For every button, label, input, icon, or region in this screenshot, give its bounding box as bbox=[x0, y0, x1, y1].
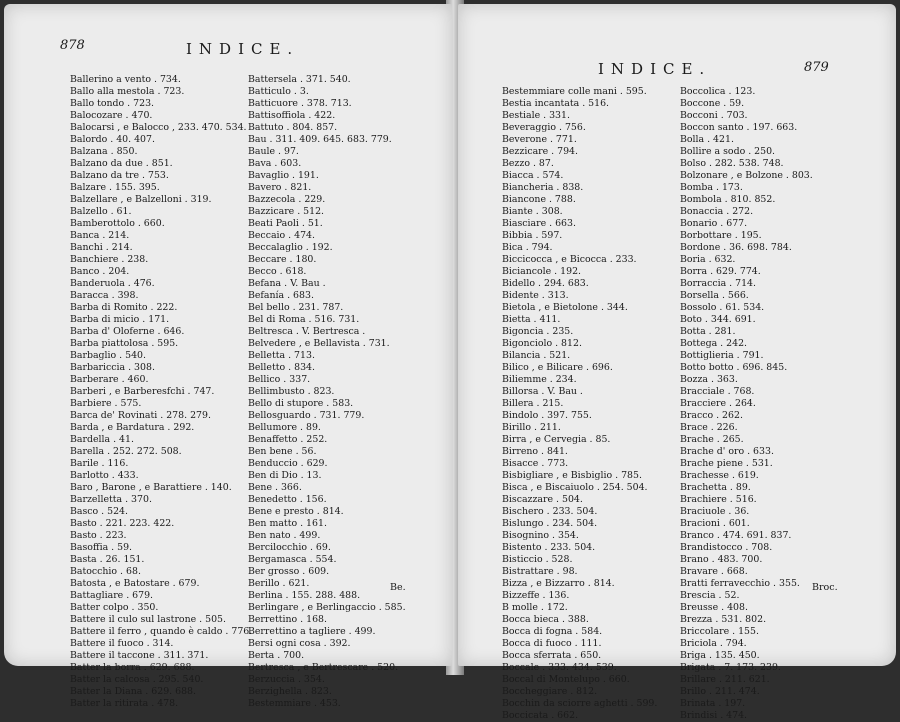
index-entry: Bardella . 41. bbox=[70, 434, 134, 445]
index-entry: Bistrattare . 98. bbox=[502, 566, 578, 577]
index-entry: Battersela . 371. 540. bbox=[248, 74, 351, 85]
index-entry: Berillo . 621. bbox=[248, 578, 310, 589]
index-entry: Bava . 603. bbox=[248, 158, 302, 169]
index-entry: Borraccia . 714. bbox=[680, 278, 756, 289]
index-entry: Ben di Dio . 13. bbox=[248, 470, 322, 481]
index-entry: Barbariccia . 308. bbox=[70, 362, 155, 373]
index-entry: Bizzeffe . 136. bbox=[502, 590, 570, 601]
index-entry: Bracco . 262. bbox=[680, 410, 743, 421]
index-entry: Bestiale . 331. bbox=[502, 110, 570, 121]
index-entry: Botto botto . 696. 845. bbox=[680, 362, 788, 373]
index-entry: Brigata . 7. 173. 239. bbox=[680, 662, 781, 673]
index-entry: Bazzicare . 512. bbox=[248, 206, 325, 217]
index-entry: Bossolo . 61. 534. bbox=[680, 302, 765, 313]
index-entry: Berrettino . 168. bbox=[248, 614, 327, 625]
index-entry: Bracioni . 601. bbox=[680, 518, 750, 529]
index-entry: Boccone . 59. bbox=[680, 98, 745, 109]
index-entry: Bocca di fuoco . 111. bbox=[502, 638, 602, 649]
index-column-1 bbox=[502, 86, 657, 722]
index-column-2 bbox=[680, 86, 813, 722]
index-entry: Bellico . 337. bbox=[248, 374, 311, 385]
index-entry: Berrettino a tagliere . 499. bbox=[248, 626, 376, 637]
index-entry: Bracciere . 264. bbox=[680, 398, 756, 409]
index-entry: Balzellare , e Balzelloni . 319. bbox=[70, 194, 212, 205]
index-entry: Balzello . 61. bbox=[70, 206, 132, 217]
catchword: Broc. bbox=[812, 582, 838, 593]
index-entry: Balzare . 155. 395. bbox=[70, 182, 160, 193]
index-entry: Berzighella . 823. bbox=[248, 686, 332, 697]
index-entry: Brillo . 211. 474. bbox=[680, 686, 760, 697]
index-entry: Brano . 483. 700. bbox=[680, 554, 763, 565]
index-entry: Balzano da due . 851. bbox=[70, 158, 173, 169]
index-entry: Brace . 226. bbox=[680, 422, 738, 433]
index-entry: Barba di micio . 171. bbox=[70, 314, 170, 325]
index-entry: Bestemmiare colle mani . 595. bbox=[502, 86, 647, 97]
index-entry: Basoffia . 59. bbox=[70, 542, 133, 553]
index-entry: Basto . 223. bbox=[70, 530, 127, 541]
index-entry: Bercilocchio . 69. bbox=[248, 542, 331, 553]
index-entry: Ben matto . 161. bbox=[248, 518, 327, 529]
index-entry: Befanía . 683. bbox=[248, 290, 314, 301]
index-entry: Balzano da tre . 753. bbox=[70, 170, 169, 181]
index-entry: Breusse . 408. bbox=[680, 602, 748, 613]
index-entry: Beccaio . 474. bbox=[248, 230, 315, 241]
index-entry: Banderuola . 476. bbox=[70, 278, 155, 289]
index-entry: Bilancia . 521. bbox=[502, 350, 571, 361]
index-entry: Berlingare , e Berlingaccio . 585. bbox=[248, 602, 406, 613]
index-entry: Banchiere . 238. bbox=[70, 254, 149, 265]
index-entry: Bavero . 821. bbox=[248, 182, 312, 193]
index-column-1 bbox=[70, 74, 252, 710]
index-entry: Berta . 700. bbox=[248, 650, 305, 661]
index-entry: Bellimbusto . 823. bbox=[248, 386, 335, 397]
index-entry: Bavaglio . 191. bbox=[248, 170, 319, 181]
index-entry: Bene . 366. bbox=[248, 482, 302, 493]
index-entry: Brescia . 52. bbox=[680, 590, 740, 601]
index-entry: Battere il ferro , quando è caldo . 776. bbox=[70, 626, 253, 637]
index-entry: Batosta , e Batostare . 679. bbox=[70, 578, 200, 589]
index-entry: Boccon santo . 197. 663. bbox=[680, 122, 798, 133]
index-entry: Becco . 618. bbox=[248, 266, 307, 277]
index-entry: Bertresca , e Bertrescare . 520. bbox=[248, 662, 399, 673]
index-entry: Bocchin da sciorre aghetti . 599. bbox=[502, 698, 658, 709]
index-entry: Baro , Barone , e Barattiere . 140. bbox=[70, 482, 232, 493]
index-entry: Balzana . 850. bbox=[70, 146, 138, 157]
index-entry: Bocca sferrata . 650. bbox=[502, 650, 602, 661]
index-entry: Boto . 344. 691. bbox=[680, 314, 756, 325]
index-entry: Bello di stupore . 583. bbox=[248, 398, 354, 409]
index-entry: Bergamasca . 554. bbox=[248, 554, 337, 565]
left-page bbox=[4, 4, 452, 709]
index-entry: Basta . 26. 151. bbox=[70, 554, 145, 565]
index-entry: Ballo tondo . 723. bbox=[70, 98, 155, 109]
index-entry: Baracca . 398. bbox=[70, 290, 139, 301]
index-entry: Barella . 252. 272. 508. bbox=[70, 446, 182, 457]
index-entry: Barile . 116. bbox=[70, 458, 129, 469]
index-entry: Briciola . 794. bbox=[680, 638, 747, 649]
index-entry: Beveraggio . 756. bbox=[502, 122, 586, 133]
page-heading: INDICE. bbox=[186, 40, 300, 58]
index-entry: Ballo alla mestola . 723. bbox=[70, 86, 185, 97]
index-entry: Briga . 135. 450. bbox=[680, 650, 760, 661]
index-entry: Bocca di fogna . 584. bbox=[502, 626, 603, 637]
index-entry: Bocca bieca . 388. bbox=[502, 614, 589, 625]
index-entry: Battere il culo sul lastrone . 505. bbox=[70, 614, 226, 625]
index-entry: Banchi . 214. bbox=[70, 242, 133, 253]
index-entry: Battisoffiola . 422. bbox=[248, 110, 336, 121]
index-entry: Biasciare . 663. bbox=[502, 218, 576, 229]
index-entry: Brindisi . 474. bbox=[680, 710, 748, 721]
index-entry: Branco . 474. 691. 837. bbox=[680, 530, 792, 541]
index-entry: Bel di Roma . 516. 731. bbox=[248, 314, 360, 325]
index-entry: Barda , e Bardatura . 292. bbox=[70, 422, 195, 433]
index-entry: Batter la borra . 629. 688. bbox=[70, 662, 195, 673]
index-entry: Biliemme . 234. bbox=[502, 374, 577, 385]
index-entry: Boria . 632. bbox=[680, 254, 736, 265]
index-entry: Basto . 221. 223. 422. bbox=[70, 518, 175, 529]
index-entry: Beverone . 771. bbox=[502, 134, 577, 145]
index-entry: Benduccio . 629. bbox=[248, 458, 328, 469]
index-entry: Barberare . 460. bbox=[70, 374, 149, 385]
index-entry: B molle . 172. bbox=[502, 602, 568, 613]
index-entry: Bolla . 421. bbox=[680, 134, 734, 145]
index-entry: Borra . 629. 774. bbox=[680, 266, 761, 277]
index-entry: Brinata . 197. bbox=[680, 698, 746, 709]
index-entry: Brache piene . 531. bbox=[680, 458, 773, 469]
index-entry: Bezzicare . 794. bbox=[502, 146, 578, 157]
index-entry: Bigonciolo . 812. bbox=[502, 338, 582, 349]
index-entry: Botta . 281. bbox=[680, 326, 736, 337]
index-entry: Beati Paoli . 51. bbox=[248, 218, 323, 229]
index-entry: Bratti ferravecchio . 355. bbox=[680, 578, 800, 589]
index-entry: Barbiere . 575. bbox=[70, 398, 142, 409]
index-entry: Bibbia . 597. bbox=[502, 230, 563, 241]
index-entry: Bisbigliare , e Bisbiglio . 785. bbox=[502, 470, 642, 481]
index-entry: Briccolare . 155. bbox=[680, 626, 759, 637]
index-entry: Bozza . 363. bbox=[680, 374, 738, 385]
index-entry: Battere il fuoco . 314. bbox=[70, 638, 174, 649]
index-entry: Bellosguardo . 731. 779. bbox=[248, 410, 365, 421]
index-entry: Bindolo . 397. 755. bbox=[502, 410, 592, 421]
index-entry: Biante . 308. bbox=[502, 206, 563, 217]
index-entry: Banco . 204. bbox=[70, 266, 130, 277]
index-entry: Bombola . 810. 852. bbox=[680, 194, 776, 205]
index-entry: Ben bene . 56. bbox=[248, 446, 317, 457]
index-entry: Battere il taccone . 311. 371. bbox=[70, 650, 209, 661]
index-entry: Batter colpo . 350. bbox=[70, 602, 159, 613]
index-entry: Bocconi . 703. bbox=[680, 110, 748, 121]
index-entry: Bazzecola . 229. bbox=[248, 194, 326, 205]
index-entry: Basco . 524. bbox=[70, 506, 128, 517]
index-entry: Bischero . 233. 504. bbox=[502, 506, 598, 517]
index-entry: Ber grosso . 609. bbox=[248, 566, 330, 577]
index-entry: Balordo . 40. 407. bbox=[70, 134, 155, 145]
index-entry: Battuto . 804. 857. bbox=[248, 122, 338, 133]
index-entry: Barzelletta . 370. bbox=[70, 494, 152, 505]
index-entry: Balocozare . 470. bbox=[70, 110, 153, 121]
index-entry: Beltresca . V. Bertresca . bbox=[248, 326, 366, 337]
index-entry: Batter la ritirata . 478. bbox=[70, 698, 179, 709]
index-entry: Batter la Diana . 629. 688. bbox=[70, 686, 196, 697]
index-entry: Biancheria . 838. bbox=[502, 182, 584, 193]
index-entry: Borbottare . 195. bbox=[680, 230, 762, 241]
index-entry: Bracciale . 768. bbox=[680, 386, 755, 397]
index-entry: Bizza , e Bizzarro . 814. bbox=[502, 578, 615, 589]
index-entry: Barba piattolosa . 595. bbox=[70, 338, 179, 349]
index-entry: Balocarsi , e Balocco , 233. 470. 534. bbox=[70, 122, 247, 133]
index-entry: Bezzo . 87. bbox=[502, 158, 554, 169]
index-entry: Bottiglieria . 791. bbox=[680, 350, 764, 361]
index-entry: Bel bello . 231. 787. bbox=[248, 302, 344, 313]
index-entry: Bidente . 313. bbox=[502, 290, 569, 301]
index-entry: Boccal di Montelupo . 660. bbox=[502, 674, 630, 685]
index-entry: Brillare . 211. 621. bbox=[680, 674, 770, 685]
page-heading: INDICE. bbox=[598, 60, 712, 78]
index-entry: Beccalaglio . 192. bbox=[248, 242, 333, 253]
index-entry: Bau . 311. 409. 645. 683. 779. bbox=[248, 134, 392, 145]
index-entry: Boccheggiare . 812. bbox=[502, 686, 598, 697]
index-entry: Bomba . 173. bbox=[680, 182, 743, 193]
index-entry: Bigoncia . 235. bbox=[502, 326, 574, 337]
index-entry: Batticuore . 378. 713. bbox=[248, 98, 352, 109]
index-entry: Bersi ogni cosa . 392. bbox=[248, 638, 351, 649]
index-entry: Benedetto . 156. bbox=[248, 494, 327, 505]
index-entry: Billorsa . V. Bau . bbox=[502, 386, 583, 397]
index-entry: Brandistocco . 708. bbox=[680, 542, 773, 553]
index-entry: Brache . 265. bbox=[680, 434, 744, 445]
index-entry: Bene e presto . 814. bbox=[248, 506, 344, 517]
index-entry: Biancone . 788. bbox=[502, 194, 576, 205]
index-entry: Beccare . 180. bbox=[248, 254, 317, 265]
index-entry: Bisticcio . 528. bbox=[502, 554, 573, 565]
index-entry: Batocchio . 68. bbox=[70, 566, 141, 577]
index-entry: Billera . 215. bbox=[502, 398, 564, 409]
index-entry: Battagliare . 679. bbox=[70, 590, 154, 601]
index-entry: Bolzonare , e Bolzone . 803. bbox=[680, 170, 813, 181]
index-entry: Bravare . 668. bbox=[680, 566, 748, 577]
right-page bbox=[458, 4, 896, 721]
index-entry: Bestemmiare . 453. bbox=[248, 698, 341, 709]
index-entry: Bica . 794. bbox=[502, 242, 553, 253]
page-number: 879 bbox=[804, 60, 829, 75]
index-entry: Barlotto . 433. bbox=[70, 470, 139, 481]
index-entry: Birillo . 211. bbox=[502, 422, 561, 433]
index-entry: Bidello . 294. 683. bbox=[502, 278, 589, 289]
index-entry: Brachesse . 619. bbox=[680, 470, 759, 481]
index-entry: Berzuccia . 354. bbox=[248, 674, 325, 685]
index-column-2 bbox=[248, 74, 406, 710]
index-entry: Bollire a sodo . 250. bbox=[680, 146, 776, 157]
index-entry: Bisognino . 354. bbox=[502, 530, 579, 541]
index-entry: Brachetta . 89. bbox=[680, 482, 751, 493]
index-entry: Barbaglio . 540. bbox=[70, 350, 147, 361]
index-entry: Befana . V. Bau . bbox=[248, 278, 326, 289]
index-entry: Borsella . 566. bbox=[680, 290, 749, 301]
index-entry: Bottega . 242. bbox=[680, 338, 748, 349]
index-entry: Boccale . 333. 434. 539. bbox=[502, 662, 617, 673]
index-entry: Bellumore . 89. bbox=[248, 422, 321, 433]
index-entry: Barca de' Rovinati . 278. 279. bbox=[70, 410, 211, 421]
index-entry: Bisca , e Biscaiuolo . 254. 504. bbox=[502, 482, 648, 493]
index-entry: Bolso . 282. 538. 748. bbox=[680, 158, 784, 169]
index-entry: Brachiere . 516. bbox=[680, 494, 757, 505]
index-entry: Belletta . 713. bbox=[248, 350, 315, 361]
index-entry: Birreno . 841. bbox=[502, 446, 568, 457]
index-entry: Benaffetto . 252. bbox=[248, 434, 328, 445]
page-number: 878 bbox=[60, 38, 85, 53]
index-entry: Biciancole . 192. bbox=[502, 266, 582, 277]
index-entry: Biccicocca , e Bicocca . 233. bbox=[502, 254, 637, 265]
index-entry: Bislungo . 234. 504. bbox=[502, 518, 598, 529]
index-entry: Ballerino a vento . 734. bbox=[70, 74, 181, 85]
index-entry: Batticulo . 3. bbox=[248, 86, 309, 97]
index-entry: Bonaccia . 272. bbox=[680, 206, 754, 217]
catchword: Be. bbox=[390, 582, 406, 593]
index-entry: Banca . 214. bbox=[70, 230, 130, 241]
index-entry: Barba di Romito . 222. bbox=[70, 302, 178, 313]
index-entry: Belvedere , e Bellavista . 731. bbox=[248, 338, 390, 349]
index-entry: Bordone . 36. 698. 784. bbox=[680, 242, 792, 253]
index-entry: Bestia incantata . 516. bbox=[502, 98, 610, 109]
index-entry: Birra , e Cervegia . 85. bbox=[502, 434, 611, 445]
index-entry: Bietta . 411. bbox=[502, 314, 561, 325]
index-entry: Bamberottolo . 660. bbox=[70, 218, 165, 229]
index-entry: Bistento . 233. 504. bbox=[502, 542, 596, 553]
index-entry: Ben nato . 499. bbox=[248, 530, 321, 541]
index-entry: Bisacce . 773. bbox=[502, 458, 569, 469]
index-entry: Brache d' oro . 633. bbox=[680, 446, 774, 457]
index-entry: Barba d' Oloferne . 646. bbox=[70, 326, 185, 337]
index-entry: Berlina . 155. 288. 488. bbox=[248, 590, 361, 601]
index-entry: Boccicata . 662. bbox=[502, 710, 579, 721]
index-entry: Brezza . 531. 802. bbox=[680, 614, 767, 625]
index-entry: Batter la calcosa . 295. 540. bbox=[70, 674, 204, 685]
index-entry: Boccolica . 123. bbox=[680, 86, 756, 97]
index-entry: Braciuole . 36. bbox=[680, 506, 750, 517]
index-entry: Bilico , e Bilicare . 696. bbox=[502, 362, 613, 373]
index-entry: Baule . 97. bbox=[248, 146, 299, 157]
index-entry: Biacca . 574. bbox=[502, 170, 564, 181]
index-entry: Bietola , e Bietolone . 344. bbox=[502, 302, 628, 313]
index-entry: Biscazzare . 504. bbox=[502, 494, 583, 505]
index-entry: Bonario . 677. bbox=[680, 218, 748, 229]
index-entry: Belletto . 834. bbox=[248, 362, 315, 373]
index-entry: Barberi , e Barberesfchi . 747. bbox=[70, 386, 215, 397]
